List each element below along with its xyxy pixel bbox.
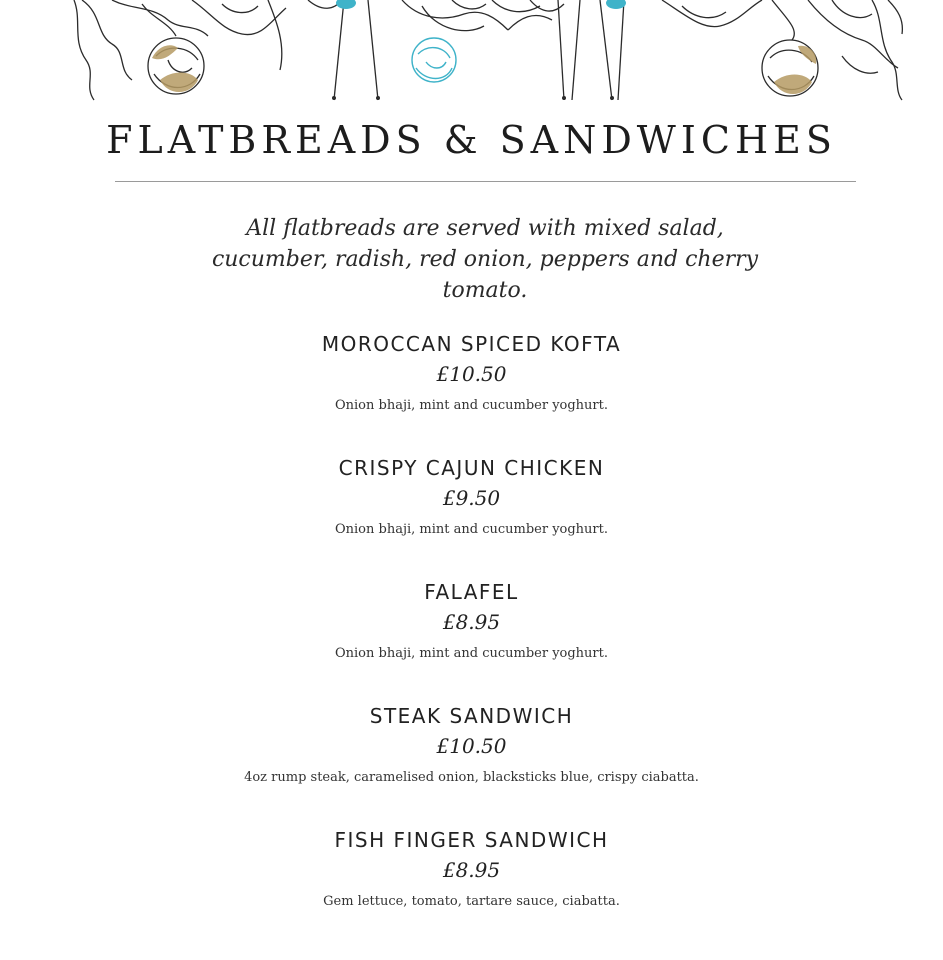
item-name: FISH FINGER SANDWICH: [334, 828, 609, 852]
item-description: Onion bhaji, mint and cucumber yoghurt.: [334, 398, 608, 413]
item-description: Gem lettuce, tomato, tartare sauce, ciabatta.: [323, 894, 620, 909]
intro-text: All flatbreads are served with mixed salad, cucumber, radish, red onion, peppers and cherry tomato.: [211, 216, 759, 303]
item-description: Onion bhaji, mint and cucumber yoghurt.: [334, 522, 608, 537]
item-price: £10.50: [436, 734, 507, 758]
title-divider: [115, 181, 856, 182]
menu-item: [0, 577, 943, 701]
menu-list: [0, 329, 943, 949]
item-name: MOROCCAN SPICED KOFTA: [321, 332, 622, 356]
item-description: Onion bhaji, mint and cucumber yoghurt.: [334, 646, 608, 661]
item-name: CRISPY CAJUN CHICKEN: [338, 456, 605, 480]
menu-item: [0, 453, 943, 577]
menu-item: [0, 825, 943, 949]
item-price: £9.50: [442, 486, 501, 510]
item-price: £8.95: [442, 858, 501, 882]
menu-item: [0, 701, 943, 825]
floral-border-icon: [72, 0, 904, 104]
item-name: FALAFEL: [424, 580, 519, 604]
item-description: 4oz rump steak, caramelised onion, blacksticks blue, crispy ciabatta.: [244, 770, 699, 785]
item-price: £8.95: [442, 610, 501, 634]
menu-item: [0, 329, 943, 453]
page-title: FLATBREADS & SANDWICHES: [106, 118, 837, 162]
item-name: STEAK SANDWICH: [369, 704, 574, 728]
item-price: £10.50: [436, 362, 507, 386]
